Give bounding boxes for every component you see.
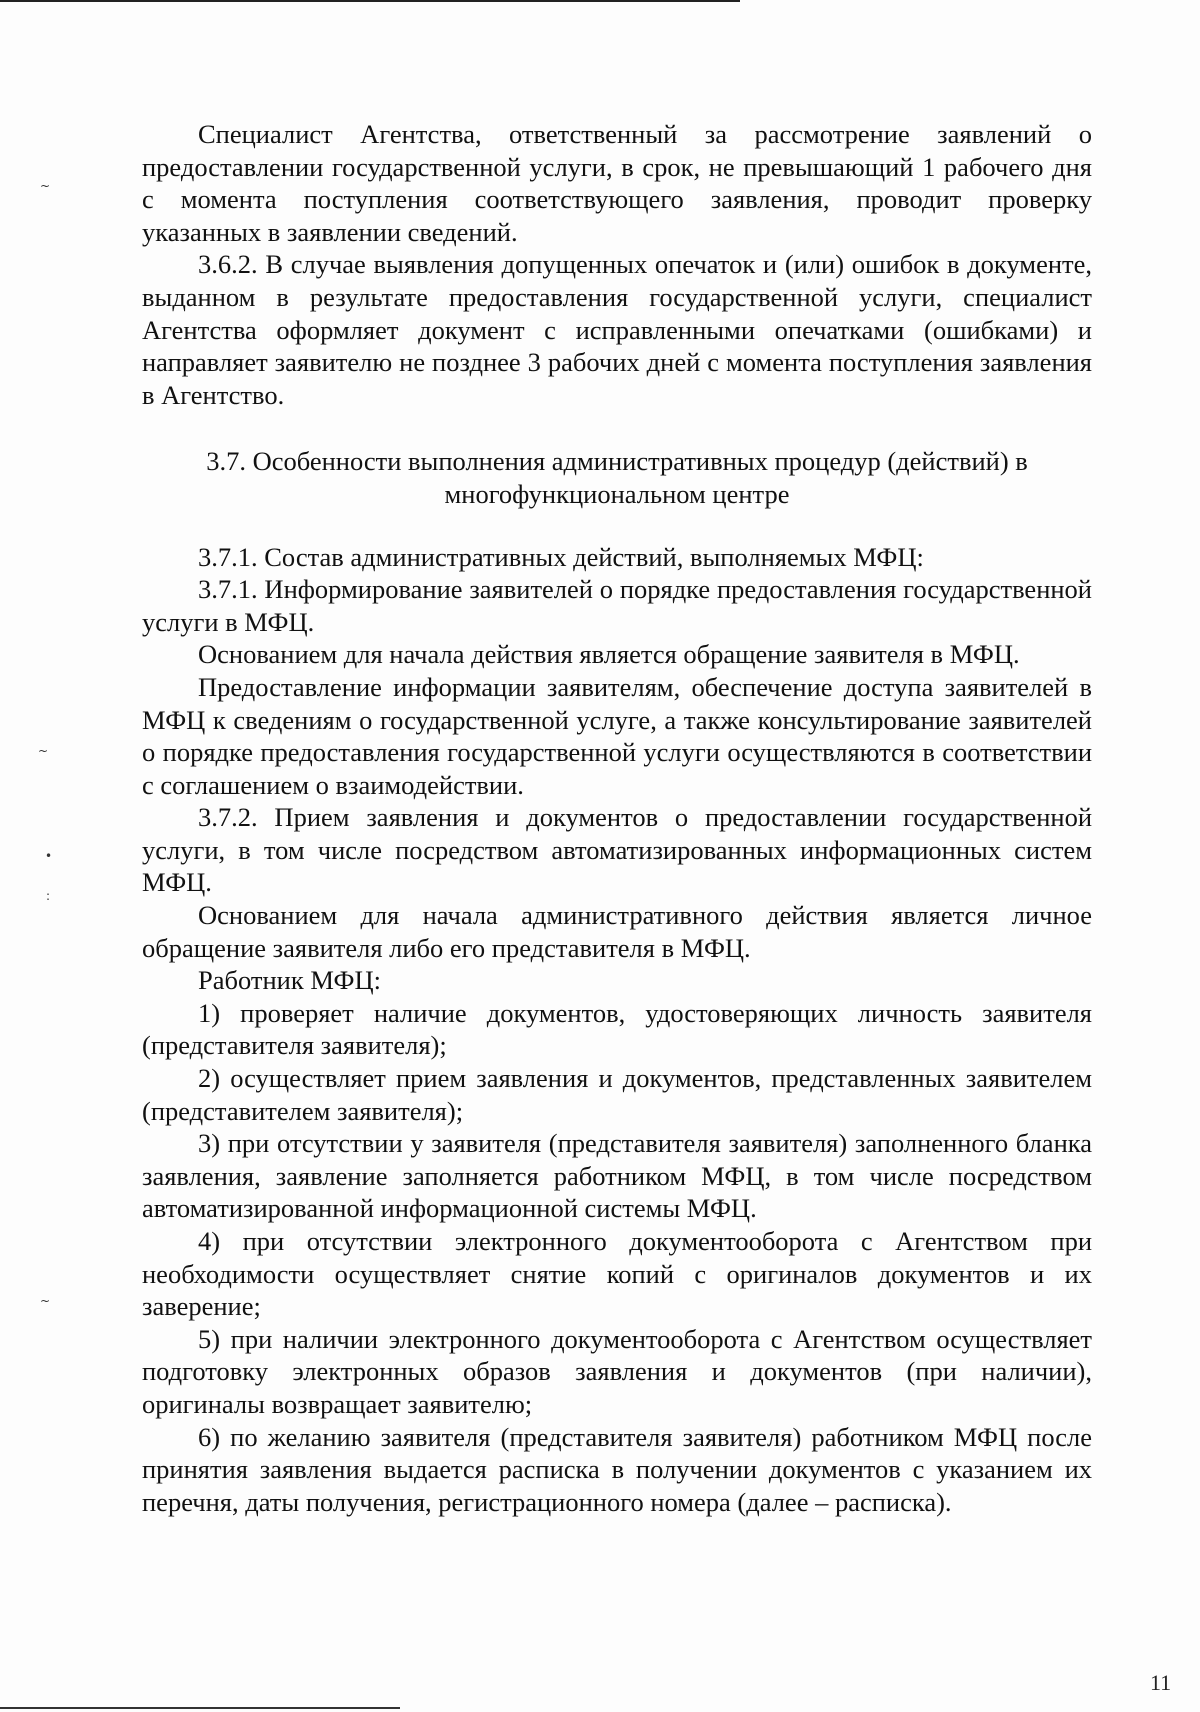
scan-speck: ~: [38, 744, 49, 758]
paragraph: 3.6.2. В случае выявления допущенных опечаток и (или) ошибок в документе, выданном в результате предоставления государственной услуги, специалист Агентства оформляет документ с исправленными опечатками (ошибками) и направляет заявителю не позднее 3 рабочих дней с момента поступления заявления в Агентство.: [142, 249, 1092, 410]
list-item: 1) проверяет наличие документов, удостоверяющих личность заявителя (представителя заявителя);: [142, 997, 1092, 1061]
paragraph: 3.7.1. Информирование заявителей о порядке предоставления государственной услуги в МФЦ.: [142, 574, 1092, 637]
list-item: 6) по желанию заявителя (представителя заявителя) работником МФЦ после принятия заявления выдается расписка в получении документов с указанием их перечня, даты получения, регистрационного номера (далее – расписка).: [142, 1421, 1092, 1517]
section-heading-line: 3.7. Особенности выполнения административных процедур (действий) в: [206, 446, 1028, 477]
paragraph: Основанием для начала административного действия является личное обращение заявителя либо его представителя в МФЦ.: [142, 900, 1092, 963]
paragraph: Предоставление информации заявителям, обеспечение доступа заявителей в МФЦ к сведениям о государственной услуге, а также консультирование заявителей о порядке предоставления государственной услуги осуществляются в соответствии с соглашением о взаимодействии.: [142, 671, 1092, 800]
scan-speck: ~: [40, 179, 51, 193]
list-item: 2) осуществляет прием заявления и документов, представленных заявителем (представителем заявителя);: [142, 1063, 1092, 1126]
paragraph: Работник МФЦ:: [198, 965, 381, 996]
paragraph: Основанием для начала действия является обращение заявителя в МФЦ.: [198, 639, 1020, 670]
document-body: [142, 118, 1092, 1518]
section-heading-line: многофункциональном центре: [444, 478, 790, 509]
scan-edge-bottom: [0, 1707, 400, 1709]
paragraph: Специалист Агентства, ответственный за рассмотрение заявлений о предоставлении государственной услуги, в срок, не превышающий 1 рабочего дня с момента поступления соответствующего заявления, проводит проверку указанных в заявлении сведений.: [142, 119, 1092, 247]
scan-speck: •: [45, 849, 53, 863]
paragraph: 3.7.2. Прием заявления и документов о предоставлении государственной услуги, в том числе посредством автоматизированных информационных систем МФЦ.: [142, 802, 1092, 898]
list-item: 5) при наличии электронного документооборота с Агентством осуществляет подготовку электронных образов заявления и документов (при наличии), оригиналы возвращает заявителю;: [142, 1323, 1092, 1419]
scan-speck: ~: [40, 1294, 51, 1308]
list-item: 3) при отсутствии у заявителя (представителя заявителя) заполненного бланка заявления, заявление заполняется работником МФЦ, в том числе посредством автоматизированной информационной системы МФЦ.: [142, 1128, 1092, 1224]
page-number: 11: [1150, 1670, 1172, 1695]
paragraph: 3.7.1. Состав административных действий, выполняемых МФЦ:: [198, 541, 924, 572]
scan-edge-top: [0, 0, 740, 2]
section-heading: [142, 445, 1092, 510]
list-item: 4) при отсутствии электронного документооборота с Агентством при необходимости осуществляет снятие копий с оригиналов документов и их заверение;: [142, 1226, 1092, 1322]
scan-speck: :: [46, 889, 51, 903]
